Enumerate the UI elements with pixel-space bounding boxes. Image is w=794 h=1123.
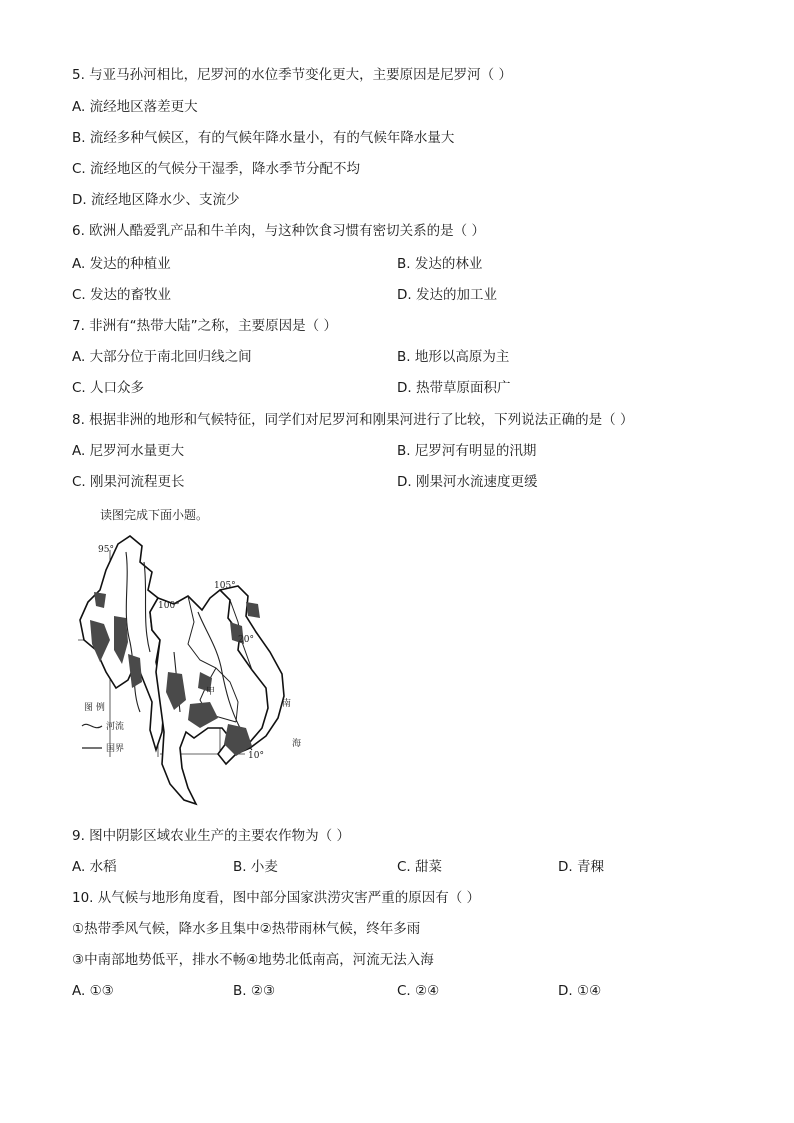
legend-river-symbol: [82, 724, 102, 727]
label-lon105: 105°: [214, 581, 236, 591]
question-7-option-b[interactable]: B. 地形以高原为主: [397, 349, 510, 365]
legend-border-label: 国界: [106, 744, 125, 754]
question-7-stem: 7. 非洲有“热带大陆”之称，主要原因是（ ）: [72, 318, 337, 334]
question-8-option-b[interactable]: B. 尼罗河有明显的汛期: [397, 443, 537, 459]
question-7-option-d[interactable]: D. 热带草原面积广: [397, 380, 511, 396]
label-jia: 甲: [206, 687, 216, 697]
shade-3: [128, 654, 142, 688]
question-10-option-d[interactable]: D. ①④: [558, 983, 602, 999]
question-9-option-a[interactable]: A. 水稻: [72, 859, 117, 875]
legend-title: 图 例: [84, 703, 105, 713]
label-lon100: 100°: [158, 601, 180, 611]
question-10-line-1: ①热带季风气候，降水多且集中②热带雨林气候，终年多雨: [72, 921, 421, 937]
question-9-option-c[interactable]: C. 甜菜: [397, 859, 443, 875]
question-6-option-d[interactable]: D. 发达的加工业: [397, 287, 497, 303]
indochina-map: [70, 532, 310, 812]
question-8-stem: 8. 根据非洲的地形和气候特征，同学们对尼罗河和刚果河进行了比较，下列说法正确的是（ ）: [72, 412, 634, 428]
label-lon95: 95°: [98, 545, 114, 555]
label-lat10: 10°: [248, 751, 264, 761]
map-legend: [82, 701, 124, 754]
question-5-option-d[interactable]: D. 流经地区降水少、支流少: [72, 192, 240, 208]
question-10-stem: 10. 从气候与地形角度看，图中部分国家洪涝灾害严重的原因有（ ）: [72, 890, 481, 906]
question-10-line-2: ③中南部地势低平，排水不畅④地势北低南高，河流无法入海: [72, 952, 434, 968]
question-6-option-b[interactable]: B. 发达的林业: [397, 256, 483, 272]
question-8-option-c[interactable]: C. 刚果河流程更长: [72, 474, 185, 490]
question-10-option-b[interactable]: B. ②③: [233, 983, 276, 999]
label-lat20: 20°: [238, 635, 254, 645]
label-sea-2: 海: [292, 739, 302, 749]
question-6-stem: 6. 欧洲人酷爱乳产品和牛羊肉，与这种饮食习惯有密切关系的是（ ）: [72, 223, 485, 239]
map-instruction: 读图完成下面小题。: [100, 508, 209, 522]
question-5-stem: 5. 与亚马孙河相比，尼罗河的水位季节变化更大，主要原因是尼罗河（ ）: [72, 67, 512, 83]
question-10-option-c[interactable]: C. ②④: [397, 983, 440, 999]
question-9-option-d[interactable]: D. 青稞: [558, 859, 604, 875]
question-7-option-c[interactable]: C. 人口众多: [72, 380, 145, 396]
question-10-option-a[interactable]: A. ①③: [72, 983, 114, 999]
question-5-option-b[interactable]: B. 流经多种气候区，有的气候年降水量小，有的气候年降水量大: [72, 130, 455, 146]
question-5-option-c[interactable]: C. 流经地区的气候分干湿季，降水季节分配不均: [72, 161, 361, 177]
label-sea-1: 南: [282, 699, 292, 709]
legend-river-label: 河流: [106, 722, 125, 732]
shade-9: [246, 602, 260, 618]
question-7-option-a[interactable]: A. 大部分位于南北回归线之间: [72, 349, 252, 365]
question-8-option-d[interactable]: D. 刚果河水流速度更缓: [397, 474, 538, 490]
question-6-option-a[interactable]: A. 发达的种植业: [72, 256, 171, 272]
question-6-option-c[interactable]: C. 发达的畜牧业: [72, 287, 172, 303]
question-9-option-b[interactable]: B. 小麦: [233, 859, 278, 875]
question-9-stem: 9. 图中阴影区域农业生产的主要农作物为（ ）: [72, 828, 350, 844]
question-5-option-a[interactable]: A. 流经地区落差更大: [72, 99, 198, 115]
map-svg: [70, 532, 310, 812]
question-8-option-a[interactable]: A. 尼罗河水量更大: [72, 443, 185, 459]
